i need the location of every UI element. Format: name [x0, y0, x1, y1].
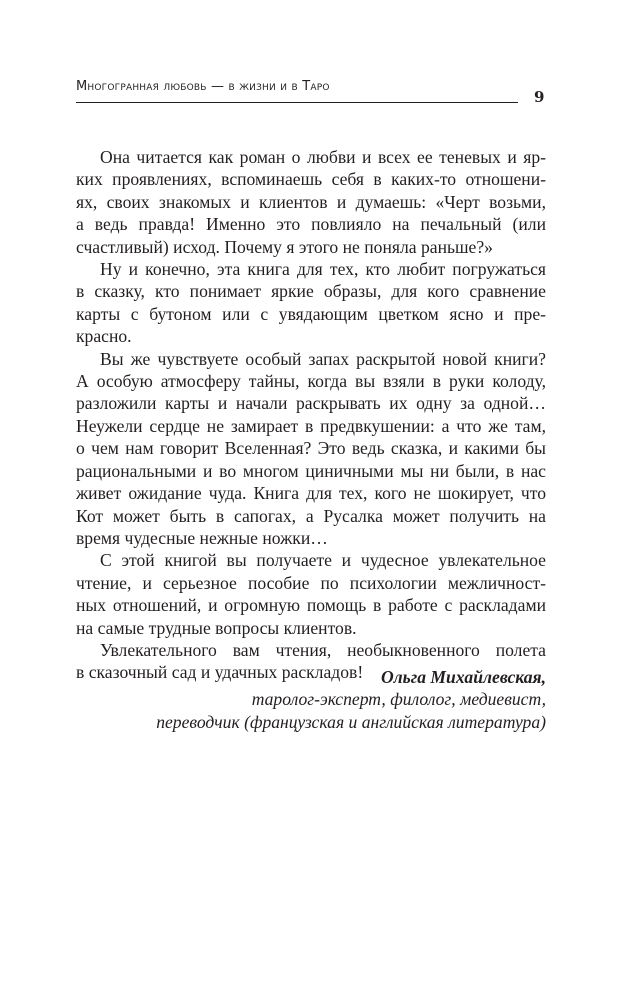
text-line: а ведь правда! Именно это повлияло на печальный (или — [76, 214, 546, 235]
text-line: Увлекательного вам чтения, необыкновенного полета — [100, 639, 546, 660]
text-line: красно. — [76, 326, 132, 347]
author-credentials: переводчик (французская и английская литература) — [156, 711, 546, 732]
paragraph — [76, 258, 546, 348]
text-line: ных отношений, и огромную помощь в работе с раскладами — [76, 595, 546, 616]
text-line: время чудесные нежные ножки… — [76, 527, 328, 548]
text-line: ях, своих знакомых и клиентов и думаешь: «Черт возьми, — [76, 191, 546, 212]
paragraph — [76, 348, 546, 550]
text-line: разложили карты и начали раскрывать их одну за одной… — [76, 393, 546, 414]
text-line: Она читается как роман о любви и всех ее теневых и яр- — [100, 147, 546, 167]
page-number: 9 — [534, 88, 545, 106]
text-line: чтение, и серьезное пособие по психологии межличност- — [76, 572, 546, 593]
text-line: на самые трудные вопросы клиентов. — [76, 617, 357, 638]
paragraph — [76, 146, 546, 258]
signature — [156, 666, 546, 733]
running-head — [76, 78, 518, 103]
text-line: Кот может быть в сапогах, а Русалка может получить на — [76, 505, 546, 526]
text-line: С этой книгой вы получаете и чудесное увлекательное — [100, 550, 546, 571]
text-line: счастливый) исход. Почему я этого не поняла раньше?» — [76, 236, 493, 257]
running-head-title: Многогранная любовь — в жизни и в Таро — [76, 79, 330, 94]
paragraph — [76, 549, 546, 639]
text-line: А особую атмосферу тайны, когда вы взяли в руки колоду, — [76, 371, 546, 392]
author-name: Ольга Михайлевская, — [380, 667, 546, 687]
text-line: Вы же чувствуете особый запах раскрытой новой книги? — [100, 348, 546, 369]
text-line: о чем нам говорит Вселенная? Это ведь сказка, и какими бы — [76, 438, 546, 459]
text-line: в сказку, кто понимает яркие образы, для кого сравнение — [76, 281, 546, 302]
text-line: Неужели сердце не замирает в предвкушении: а что же там, — [76, 415, 546, 436]
text-line: Ну и конечно, эта книга для тех, кто любит погружаться — [100, 259, 546, 280]
text-line: ких проявлениях, вспоминаешь себя в каких-то отношени- — [76, 169, 546, 190]
author-credentials: таролог-эксперт, филолог, медиевист, — [251, 689, 546, 710]
text-line: живет ожидание чуда. Книга для тех, кого не шокирует, что — [76, 483, 546, 504]
body-text — [76, 146, 546, 684]
text-line: рациональными и во многом циничными мы ни были, в нас — [76, 460, 546, 481]
text-line: карты с бутоном или с увядающим цветком ясно и пре- — [76, 303, 546, 324]
text-line: в сказочный сад и удачных раскладов! — [76, 662, 364, 683]
